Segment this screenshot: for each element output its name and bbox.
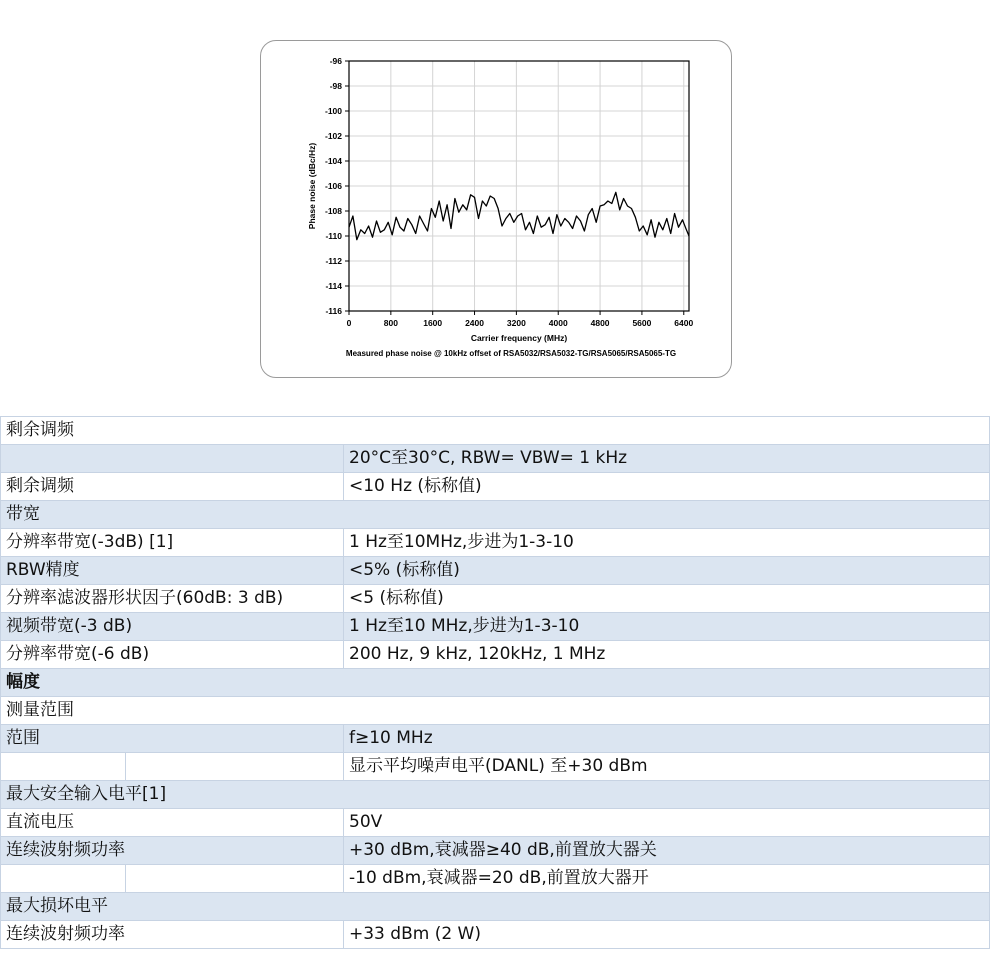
spec-label-cell: 连续波射频功率 xyxy=(1,921,344,949)
spec-row xyxy=(1,893,990,921)
y-tick-label: -104 xyxy=(324,156,342,166)
spec-value-cell: 1 Hz至10MHz,步进为1-3-10 xyxy=(344,529,990,557)
spec-label-cell: 分辨率带宽(-6 dB) xyxy=(1,641,344,669)
spec-row xyxy=(1,473,990,501)
spec-value-cell: <5% (标称值) xyxy=(344,557,990,585)
spec-label-cell: 分辨率滤波器形状因子(60dB: 3 dB) xyxy=(1,585,344,613)
empty-cell xyxy=(126,865,344,893)
y-tick-label: -110 xyxy=(325,231,342,241)
phase-noise-chart xyxy=(261,41,733,379)
x-tick-label: 5600 xyxy=(632,318,652,328)
section-header-cell: 幅度 xyxy=(1,669,990,697)
section-header-cell: 剩余调频 xyxy=(1,417,990,445)
spec-row xyxy=(1,529,990,557)
y-tick-label: -98 xyxy=(329,81,342,91)
x-tick-label: 2400 xyxy=(465,318,484,328)
spec-row xyxy=(1,557,990,585)
spec-row xyxy=(1,697,990,725)
spec-row xyxy=(1,641,990,669)
phase-noise-chart-card xyxy=(260,40,732,378)
y-tick-label: -102 xyxy=(324,131,342,141)
y-tick-label: -96 xyxy=(329,56,342,66)
y-tick-label: -112 xyxy=(325,256,342,266)
spec-row xyxy=(1,669,990,697)
section-header-cell: 带宽 xyxy=(1,501,990,529)
spec-label-cell: 连续波射频功率 xyxy=(1,837,344,865)
spec-value-cell: <5 (标称值) xyxy=(344,585,990,613)
spec-row xyxy=(1,781,990,809)
empty-cell xyxy=(126,753,344,781)
spec-row xyxy=(1,585,990,613)
spec-value-cell: 显示平均噪声电平(DANL) 至+30 dBm xyxy=(344,753,990,781)
spec-label-cell: 剩余调频 xyxy=(1,473,344,501)
x-tick-label: 4000 xyxy=(548,318,568,328)
y-tick-label: -114 xyxy=(325,281,342,291)
spec-row xyxy=(1,613,990,641)
section-header-cell: 最大损坏电平 xyxy=(1,893,990,921)
chart-caption: Measured phase noise @ 10kHz offset of RSA5032/RSA5032-TG/RSA5065/RSA5065-TG xyxy=(345,349,677,358)
spec-row xyxy=(1,501,990,529)
spec-value-cell: 50V xyxy=(344,809,990,837)
spec-value-cell: 20°C至30°C, RBW= VBW= 1 kHz xyxy=(344,445,990,473)
spec-label-cell: RBW精度 xyxy=(1,557,344,585)
spec-label-cell: 视频带宽(-3 dB) xyxy=(1,613,344,641)
y-tick-label: -100 xyxy=(324,106,342,116)
spec-row xyxy=(1,725,990,753)
x-tick-label: 6400 xyxy=(674,318,694,328)
empty-cell xyxy=(1,865,126,893)
y-tick-label: -106 xyxy=(324,181,342,191)
spec-value-cell: +30 dBm,衰减器≥40 dB,前置放大器关 xyxy=(344,837,990,865)
spec-row xyxy=(1,753,990,781)
y-axis-label: Phase noise (dBc/Hz) xyxy=(307,142,317,230)
spec-value-cell: 1 Hz至10 MHz,步进为1-3-10 xyxy=(344,613,990,641)
x-tick-label: 4800 xyxy=(590,318,610,328)
spec-row xyxy=(1,445,990,473)
x-axis-label: Carrier frequency (MHz) xyxy=(470,333,568,343)
spec-row xyxy=(1,921,990,949)
x-tick-label: 3200 xyxy=(506,318,526,328)
spec-value-cell: f≥10 MHz xyxy=(344,725,990,753)
empty-cell xyxy=(1,753,126,781)
spec-value-cell: +33 dBm (2 W) xyxy=(344,921,990,949)
y-tick-label: -108 xyxy=(324,206,342,216)
spec-table xyxy=(0,416,990,949)
x-tick-label: 0 xyxy=(346,318,352,328)
spec-row xyxy=(1,837,990,865)
spec-row xyxy=(1,865,990,893)
spec-value-cell: 200 Hz, 9 kHz, 120kHz, 1 MHz xyxy=(344,641,990,669)
section-header-cell: 最大安全输入电平[1] xyxy=(1,781,990,809)
spec-value-cell: -10 dBm,衰减器=20 dB,前置放大器开 xyxy=(344,865,990,893)
spec-value-cell: <10 Hz (标称值) xyxy=(344,473,990,501)
spec-label-cell: 直流电压 xyxy=(1,809,344,837)
spec-label-cell: 分辨率带宽(-3dB) [1] xyxy=(1,529,344,557)
spec-row xyxy=(1,417,990,445)
spec-row xyxy=(1,809,990,837)
x-tick-label: 800 xyxy=(383,318,398,328)
spec-label-cell: 范围 xyxy=(1,725,344,753)
section-header-cell: 测量范围 xyxy=(1,697,990,725)
y-tick-label: -116 xyxy=(325,306,342,316)
spec-label-cell xyxy=(1,445,344,473)
phase-noise-series-line xyxy=(349,192,689,239)
x-tick-label: 1600 xyxy=(423,318,443,328)
